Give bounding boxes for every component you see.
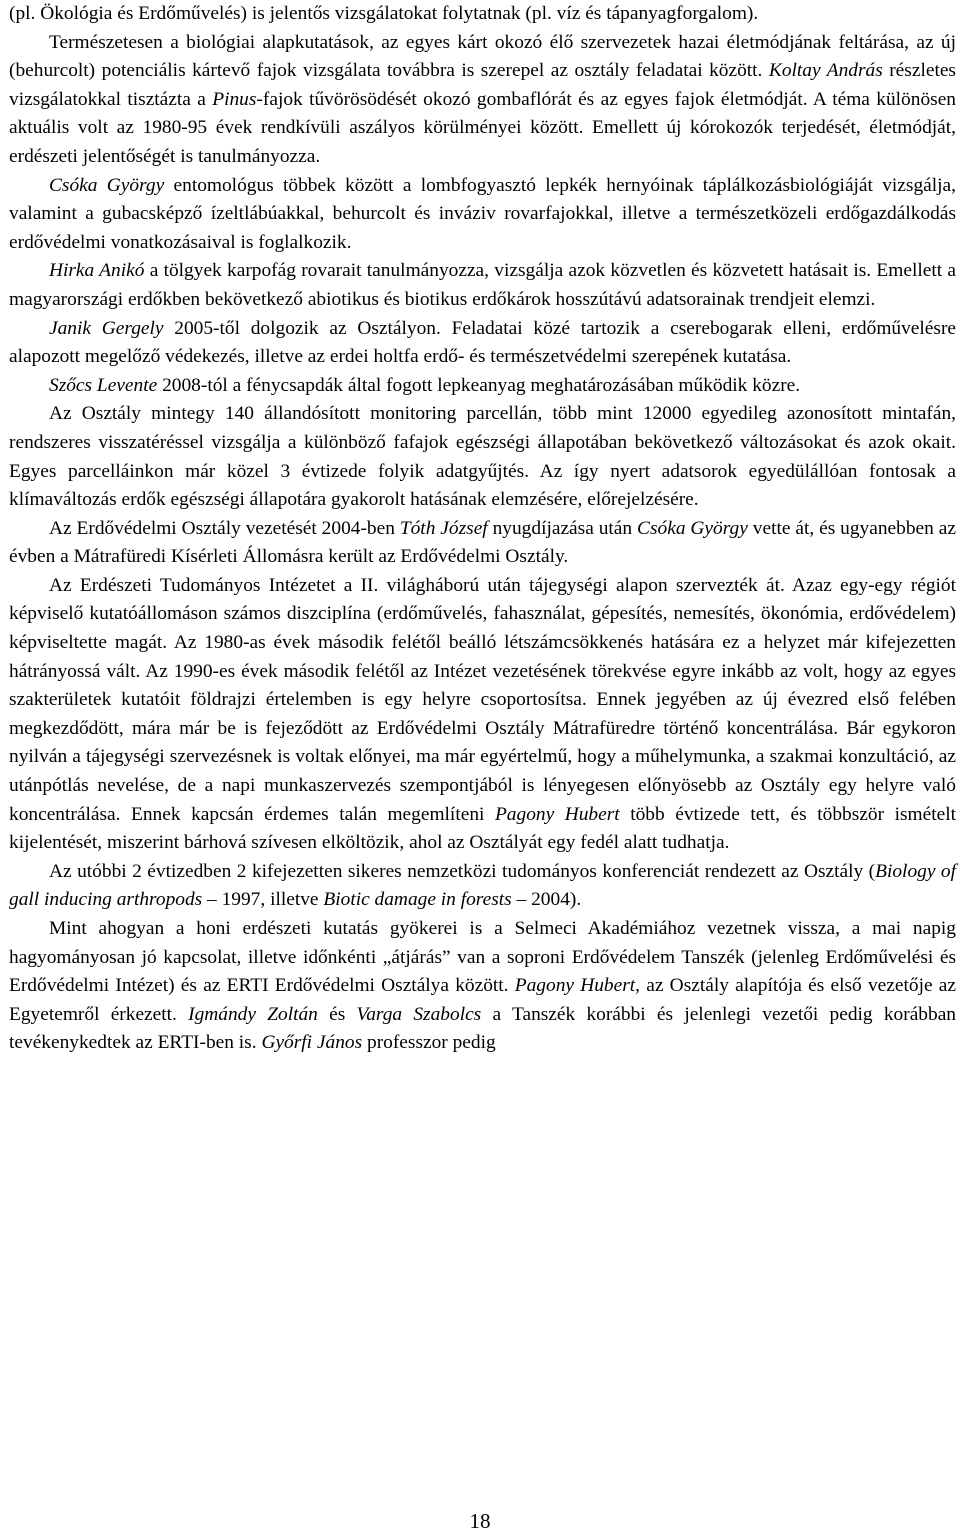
italic-name-text: Pagony Hubert <box>514 975 636 997</box>
paragraph-text: Természetesen a biológiai alapkutatások, az egyes kárt okozó élő szervezetek hazai életmódjának feltárása, az új (behurcolt) potenciális kártevő fajok vizsgálata továbbra is szerepel az osztály feladatai között. <box>9 31 956 82</box>
paragraph <box>9 29 956 172</box>
italic-name-text: Pinus <box>212 88 257 110</box>
paragraph-text: nyugdíjazása után <box>487 517 638 539</box>
paragraph <box>9 858 956 915</box>
paragraph-text: Az utóbbi 2 évtizedben 2 kifejezetten sikeres nemzetközi tudományos konferenciát rendezett az Osztály ( <box>49 860 876 882</box>
paragraph <box>9 315 956 372</box>
paragraph-text: entomológus többek között a lombfogyasztó lepkék hernyóinak táplálkozásbiológiáját vizsgálja, valamint a gubacsképző ízeltlábúakkal, behurcolt és inváziv rovarfajokkal, illetve a természetközeli erdőgazdálkodás erdővédelmi vonatkozásaival is foglalkozik. <box>9 174 956 253</box>
paragraph-text: , az Osztály alapítója és első vezetője az Egyetemről érkezett. <box>9 975 957 1025</box>
paragraph-text: (pl. Ökológia és Erdőművelés) is jelentős vizsgálatokat folytatnak (pl. víz és tápanyagforgalom). <box>9 3 759 24</box>
paragraph <box>9 515 956 572</box>
italic-name-text: Tóth József <box>399 517 488 539</box>
paragraph <box>9 257 956 314</box>
italic-name-text: Biotic damage in forests <box>323 889 512 911</box>
document-body <box>9 0 956 1058</box>
italic-name-text: Győrfi János <box>261 1032 363 1054</box>
paragraph-text: vette át, és ugyanebben az évben a Mátrafüredi Kísérleti Állomásra került az Erdővédelmi Osztály. <box>9 517 956 568</box>
paragraph <box>9 915 956 1058</box>
italic-name-text: Koltay András <box>768 60 883 82</box>
paragraph <box>9 372 956 401</box>
italic-name-text: Hirka Anikó <box>49 260 145 282</box>
document-page <box>9 0 956 1058</box>
paragraph-text: Az Osztály mintegy 140 állandósított monitoring parcellán, több mint 12000 egyedileg azonosított mintafán, rendszeres visszatéréssel vizsgálja a különböző fafajok egészségi állapotában bekövetkező változásokat és azok okait. Egyes parcelláinkon már közel 3 évtizede folyik adatgyűjtés. Az így nyert adatsorok egyedülállóan fontosak a klímaváltozás erdők egészségi állapotára gyakorolt hatásának elemzésére, előrejelzésére. <box>9 403 956 511</box>
paragraph-text: és <box>317 1003 357 1025</box>
paragraph-text: Az Erdővédelmi Osztály vezetését 2004-ben <box>49 517 400 539</box>
italic-name-text: Janik Gergely <box>49 317 164 339</box>
italic-name-text: Szőcs Levente <box>49 374 158 396</box>
italic-name-text: Pagony Hubert <box>494 803 620 825</box>
paragraph-text: professzor pedig <box>362 1032 496 1054</box>
italic-name-text: Biology of gall inducing arthropods <box>9 860 957 911</box>
paragraph <box>9 0 956 29</box>
paragraph-text: részletes vizsgálatokkal tisztázta a <box>9 60 956 110</box>
paragraph-text: 2008-tól a fénycsapdák által fogott lepkeanyag meghatározásában működik közre. <box>157 374 801 396</box>
italic-name-text: Csóka György <box>637 517 748 539</box>
paragraph-text: 2005-től dolgozik az Osztályon. Feladatai közé tartozik a cserebogarak elleni, erdőművelésre alapozott megelőző védekezés, illetve az erdei holtfa erdő- és természetvédelmi szerepének kutatása. <box>9 317 957 368</box>
paragraph-text: több évtizede tett, és többször ismételt kijelentését, miszerint bárhová szívesen elköltözik, ahol az Osztályát egy fedél alatt tudhatja. <box>9 803 956 854</box>
paragraph-text: – 2004). <box>511 889 582 911</box>
paragraph-text: Az Erdészeti Tudományos Intézetet a II. világháború után tájegységi alapon szervezték át. Azaz egy-egy régiót képviselő kutatóállomáson számos diszciplína (erdőművelés, fahasználat, gépesítés, nemesítés, ökonómia, erdővédelem) képviseltette magát. Az 1980-as évek második felétől beálló létszámcsökkenés hatására ez a helyzet már kifejezetten hátrányossá vált. Az 1990-es évek második felétől az Intézet vezetésének törekvése egyre inkább az volt, hogy az egyes szakterületek kutatóit földrajzi értelemben is egy helyre csoportosítsa. Ennek jegyében az új évezred első felében megkezdődött, mára már be is fejeződött az Erdővédelmi Osztály Mátrafüredre történő koncentrálása. Bár egykoron nyilván a tájegységi szervezésnek is voltak előnyei, ma már egyértelmű, hogy a műhelymunka, a szakmai konzultáció, az utánpótlás nevelése, de a napi munkaszervezés szempontjából is lényegesen előnyösebb az Osztály egy helyre való koncentrálása. Ennek kapcsán érdemes talán megemlíteni <box>9 574 956 825</box>
paragraph <box>9 172 956 258</box>
italic-name-text: Csóka György <box>49 174 165 196</box>
paragraph-text: a Tanszék korábbi és jelenlegi vezetői pedig korábban tevékenykedtek az ERTI-ben is. <box>9 1003 956 1054</box>
paragraph-text: Mint ahogyan a honi erdészeti kutatás gyökerei is a Selmeci Akadémiához vezetnek vissza, a mai napig hagyományosan jó kapcsolat, illetve időnkénti „átjárás” van a soproni Erdővédelem Tanszék (jelenleg Erdőművelési és Erdővédelmi Intézet) és az ERTI Erdővédelmi Osztálya között. <box>9 918 956 997</box>
paragraph-text: a tölgyek karpofág rovarait tanulmányozza, vizsgálja azok közvetlen és közvetett hatásait is. Emellett a magyarországi erdőkben bekövetkező abiotikus és biotikus erdőkárok hosszútávú adatsorainak trendjeit elemzi. <box>9 260 956 310</box>
italic-name-text: Varga Szabolcs <box>356 1003 482 1025</box>
paragraph <box>9 572 956 858</box>
paragraph-text: -fajok tűvörösödését okozó gombaflórát és az egyes fajok életmódját. A téma különösen aktuális volt az 1980-95 évek rendkívüli aszályos körülményei között. Emellett új kórokozók terjedését, életmódját, erdészeti jelentőségét is tanulmányozza. <box>9 88 956 167</box>
italic-name-text: Igmándy Zoltán <box>188 1003 318 1025</box>
paragraph <box>9 400 956 514</box>
page-number: 18 <box>469 1509 491 1533</box>
paragraph-text: – 1997, illetve <box>202 889 324 911</box>
